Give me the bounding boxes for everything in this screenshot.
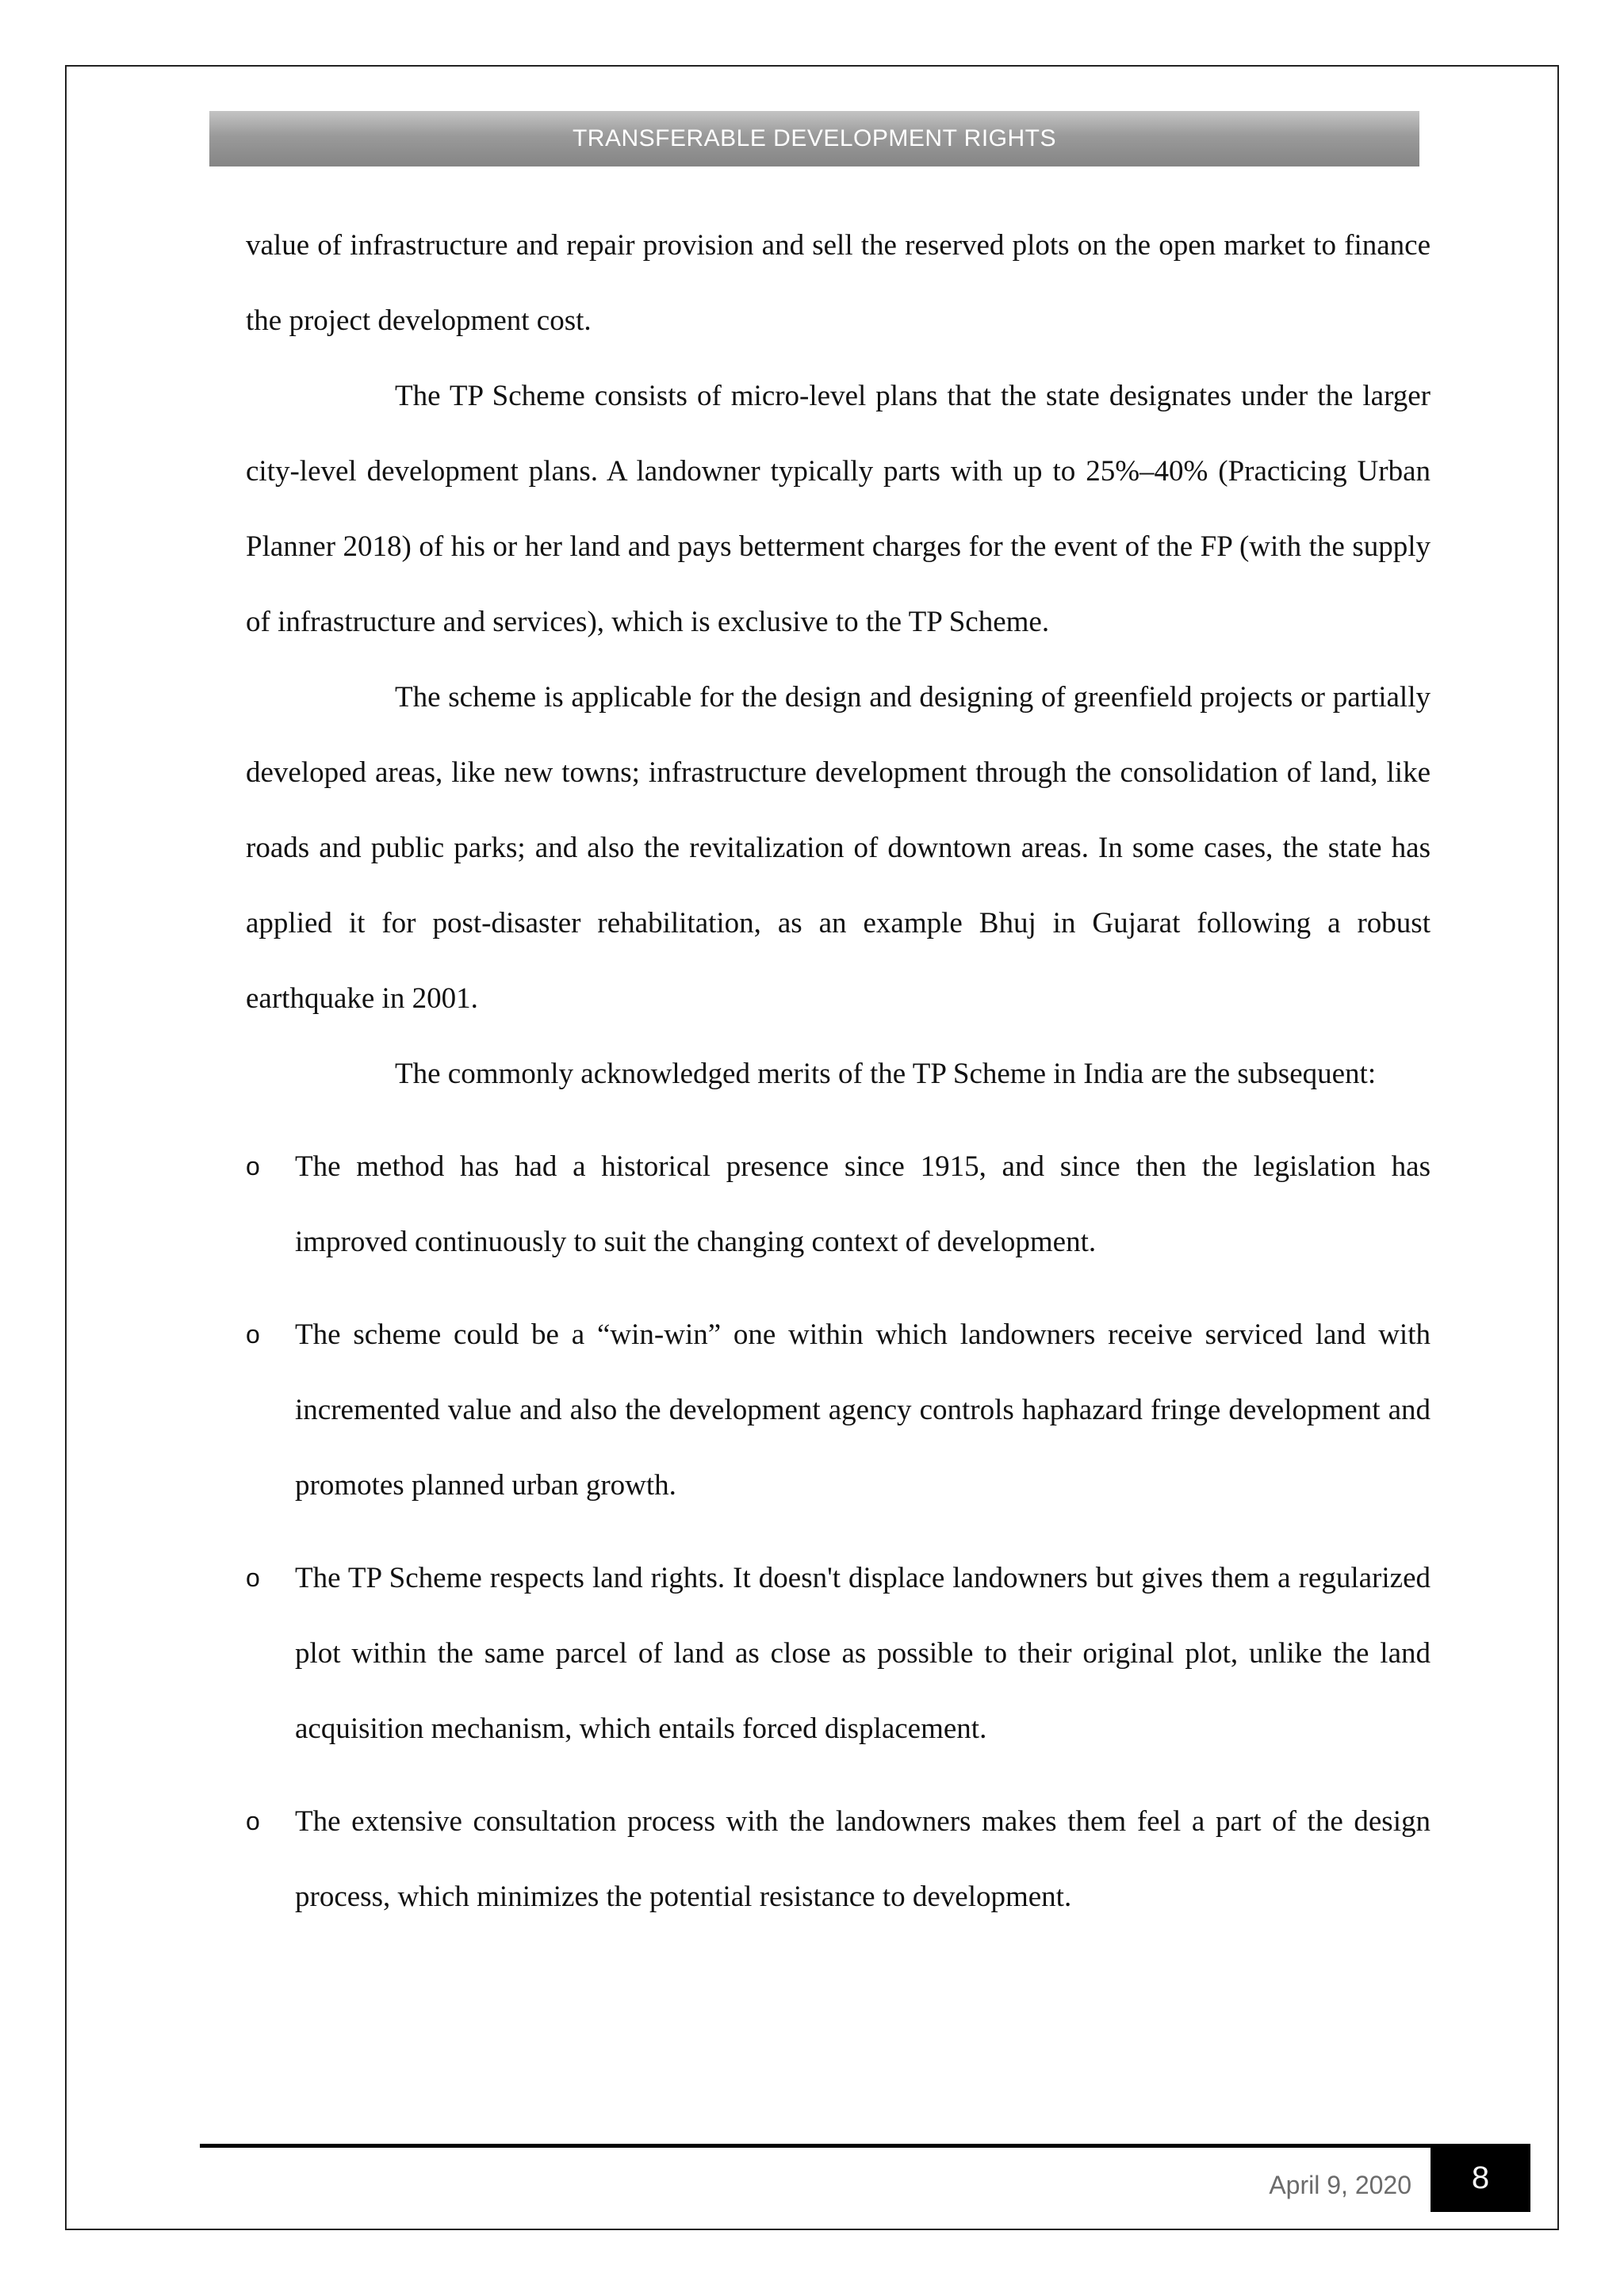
list-item-text: The scheme could be a “win-win” one within which landowners receive serviced land with incremented value and also the development agency controls haphazard fringe development and promotes planned urban growth. [295, 1318, 1431, 1502]
header-title: TRANSFERABLE DEVELOPMENT RIGHTS [572, 125, 1057, 151]
list-item-text: The TP Scheme respects land rights. It doesn't displace landowners but gives them a regularized plot within the same parcel of land as close as possible to their original plot, unlike the land acquisition mechanism, which entails forced displacement. [295, 1562, 1431, 1745]
list-item [246, 1540, 1431, 1766]
paragraph-continuation: value of infrastructure and repair provision and sell the reserved plots on the open market to finance the project development cost. [246, 229, 1431, 337]
bullet-marker: o [246, 1563, 260, 1592]
list-item [246, 1784, 1431, 1934]
running-header [209, 111, 1419, 166]
bullet-marker: o [246, 1152, 260, 1181]
bullet-marker: o [246, 1807, 260, 1835]
page-number [1431, 2144, 1530, 2212]
bullet-marker: o [246, 1320, 260, 1349]
list-item-text: The method has had a historical presence since 1915, and since then the legislation has improved continuously to suit the changing context of development. [295, 1150, 1431, 1258]
page-number-label: 8 [1471, 2160, 1490, 2195]
list-item [246, 1129, 1431, 1280]
paragraph-tp-scheme: The TP Scheme consists of micro-level plans that the state designates under the larger city-level development plans. A landowner typically parts with up to 25%–40% (Practicing Urban Planner 2018) of his or her land and pays betterment charges for the event of the FP (with the supply of infrastructure and services), which is exclusive to the TP Scheme. [246, 380, 1431, 638]
footer-date: April 9, 2020 [1269, 2171, 1411, 2199]
document-body [246, 208, 1431, 1934]
list-item [246, 1297, 1431, 1523]
merits-list [246, 1129, 1431, 1934]
paragraph-merits-intro: The commonly acknowledged merits of the TP Scheme in India are the subsequent: [395, 1058, 1377, 1090]
paragraph-applicability: The scheme is applicable for the design and designing of greenfield projects or partially developed areas, like new towns; infrastructure development through the consolidation of land, like roads and public parks; and also the revitalization of downtown areas. In some cases, the state has applied it for post-disaster rehabilitation, as an example Bhuj in Gujarat following a robust earthquake in 2001. [246, 681, 1431, 1015]
footer-rule [200, 2144, 1530, 2148]
list-item-text: The extensive consultation process with the landowners makes them feel a part of the design process, which minimizes the potential resistance to development. [295, 1805, 1431, 1913]
